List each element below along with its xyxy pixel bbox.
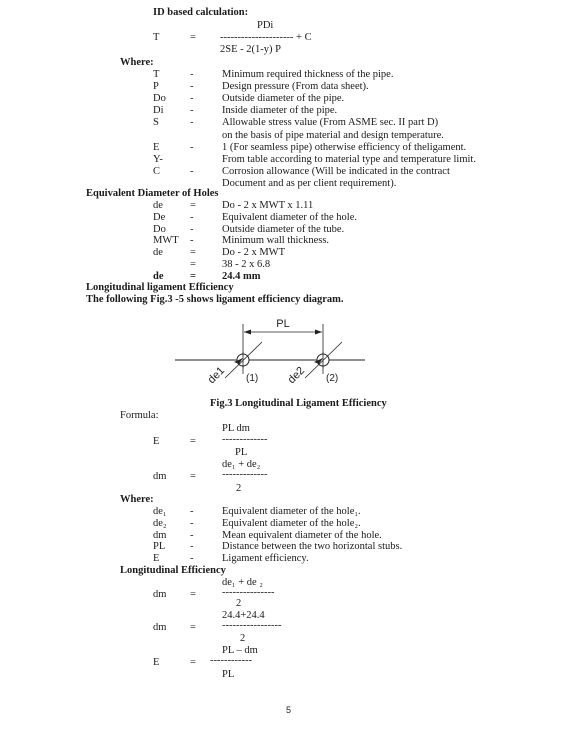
where1-symbol: P (153, 81, 159, 93)
pl-label: PL (276, 318, 290, 330)
id-formula-line: --------------------- + C (220, 32, 312, 43)
where1-dash: - (190, 105, 194, 117)
hole-1-label: (1) (246, 373, 259, 384)
equiv-diameter-symbol: de (153, 247, 163, 259)
dm2-numerator: 24.4+24.4 (222, 610, 265, 621)
where1-description: Allowable stress value (From ASME sec. II part D) (222, 117, 439, 129)
equiv-diameter-description: Do - 2 x MWT x 1.11 (222, 200, 314, 211)
ligament-figure (170, 318, 370, 400)
where-heading-2: Where: (120, 494, 154, 505)
where1-description: From table according to material type and temperature limit. (222, 153, 476, 165)
e-formula-numerator: PL dm (222, 423, 250, 434)
dm2-eq: = (190, 622, 196, 633)
de2-label: de2 (285, 364, 308, 387)
dm-formula-eq: = (190, 471, 196, 482)
where1-symbol: S (153, 117, 159, 129)
where1-dash: - (190, 117, 194, 129)
where2-dash: - (190, 529, 194, 541)
equiv-diameter-symbol: De (153, 211, 166, 223)
where1-description: on the basis of pipe material and design temperature. (222, 129, 444, 141)
id-formula-denominator: 2SE - 2(1-y) P (220, 44, 281, 55)
equiv-diameter-operator: = (190, 200, 196, 211)
de1-label: de1 (205, 364, 228, 387)
dm-formula-denominator: 2 (236, 483, 242, 494)
where1-dash: - (190, 69, 194, 80)
where1-symbol: E (153, 141, 160, 153)
equiv-diameter-operator: = (190, 247, 196, 259)
equiv-diameter-description: 38 - 2 x 6.8 (222, 259, 271, 270)
where2-description: Equivalent diameter of the hole₂. (222, 517, 361, 529)
where2-dash: - (190, 553, 194, 565)
equiv-diameter-operator: - (190, 235, 194, 247)
id-formula-lhs: T (153, 32, 160, 43)
where2-dash: - (190, 506, 194, 517)
where1-symbol: T (153, 69, 160, 80)
equiv-diameter-description: Minimum wall thickness. (222, 235, 330, 247)
e2-lhs: E (153, 657, 160, 668)
hole-2-label: (2) (326, 373, 339, 384)
dm2-denominator: 2 (240, 633, 246, 644)
equiv-diameter-symbol: Do (153, 223, 166, 235)
ligament-diagram (170, 318, 370, 400)
dm-formula-numerator: de₁ + de₂ (222, 459, 261, 470)
where1-description: Minimum required thickness of the pipe. (222, 69, 394, 80)
e2-numerator: PL – dm (222, 645, 258, 656)
formula-label: Formula: (120, 410, 159, 421)
where1-dash: - (190, 165, 194, 177)
where2-dash: - (190, 517, 194, 529)
where1-dash: - (190, 81, 194, 93)
dm1-lhs: dm (153, 589, 167, 600)
dm-formula-line: ------------- (222, 469, 268, 480)
e2-eq: = (190, 657, 196, 668)
where2-symbol: de₁ (153, 506, 167, 517)
where2-description: Equivalent diameter of the hole₁. (222, 506, 361, 517)
dm1-denominator: 2 (236, 598, 242, 609)
equiv-diameter-operator: = (190, 259, 196, 270)
equiv-diameter-description: Outside diameter of the tube. (222, 223, 345, 235)
figure-caption: Fig.3 Longitudinal Ligament Efficiency (210, 398, 387, 409)
equiv-diameter-description: Equivalent diameter of the hole. (222, 211, 357, 223)
page-number: 5 (286, 705, 292, 715)
where2-description: Distance between the two horizontal stubs. (222, 541, 403, 553)
where1-symbol: C (153, 165, 161, 177)
equiv-diameter-heading: Equivalent Diameter of Holes (86, 188, 219, 199)
where1-symbol: Di (153, 105, 164, 117)
longitudinal-efficiency-heading: Longitudinal Efficiency (120, 565, 226, 576)
where2-symbol: de₂ (153, 517, 167, 529)
equiv-diameter-description: 24.4 mm (222, 270, 261, 282)
equiv-diameter-operator: = (190, 270, 196, 282)
e-formula-lhs: E (153, 436, 160, 447)
e2-denominator: PL (222, 669, 235, 680)
where1-symbol: Do (153, 93, 166, 105)
dm2-lhs: dm (153, 622, 167, 633)
where1-symbol: Y- (153, 153, 163, 165)
dm1-eq: = (190, 589, 196, 600)
e-formula-denominator: PL (235, 447, 248, 458)
where1-description: Inside diameter of the pipe. (222, 105, 338, 117)
equiv-diameter-symbol: de (153, 200, 163, 211)
pl-arrow-left (244, 330, 251, 335)
e-formula-eq: = (190, 436, 196, 447)
where2-symbol: E (153, 553, 160, 565)
where1-dash: - (190, 141, 194, 153)
equiv-diameter-symbol: de (153, 270, 164, 282)
equiv-diameter-symbol: MWT (153, 235, 179, 247)
e2-line: ------------ (210, 655, 252, 666)
where1-dash: - (190, 93, 194, 105)
dm-formula-lhs: dm (153, 471, 167, 482)
pl-arrow-right (315, 330, 322, 335)
equiv-diameter-operator: - (190, 211, 194, 223)
id-formula-numerator: PDi (257, 20, 274, 31)
where2-symbol: PL (153, 541, 166, 553)
e-formula-line: ------------- (222, 434, 268, 445)
where-heading-1: Where: (120, 57, 154, 68)
equiv-diameter-operator: - (190, 223, 194, 235)
dm2-line: ----------------- (222, 620, 282, 631)
where1-description: Document and as per client requirement). (222, 177, 397, 189)
where2-description: Mean equivalent diameter of the hole. (222, 529, 382, 541)
where2-dash: - (190, 541, 194, 553)
id-calc-heading: ID based calculation: (153, 7, 249, 18)
where2-symbol: dm (153, 529, 167, 541)
where1-description: Corrosion allowance (Will be indicated in the contract (222, 165, 450, 177)
dm1-numerator: de₁ + de ₂ (222, 577, 263, 588)
where1-description: Design pressure (From data sheet). (222, 81, 369, 93)
ligament-heading: Longitudinal ligament Efficiency (86, 282, 234, 293)
where1-description: 1 (For seamless pipe) otherwise efficiency of theligament. (222, 141, 467, 153)
equiv-diameter-description: Do - 2 x MWT (222, 247, 285, 259)
dm1-line: --------------- (222, 587, 275, 598)
where1-description: Outside diameter of the pipe. (222, 93, 345, 105)
ligament-intro: The following Fig.3 -5 shows ligament efficiency diagram. (86, 294, 344, 305)
id-formula-eq: = (190, 32, 196, 43)
where2-description: Ligament efficiency. (222, 553, 309, 565)
